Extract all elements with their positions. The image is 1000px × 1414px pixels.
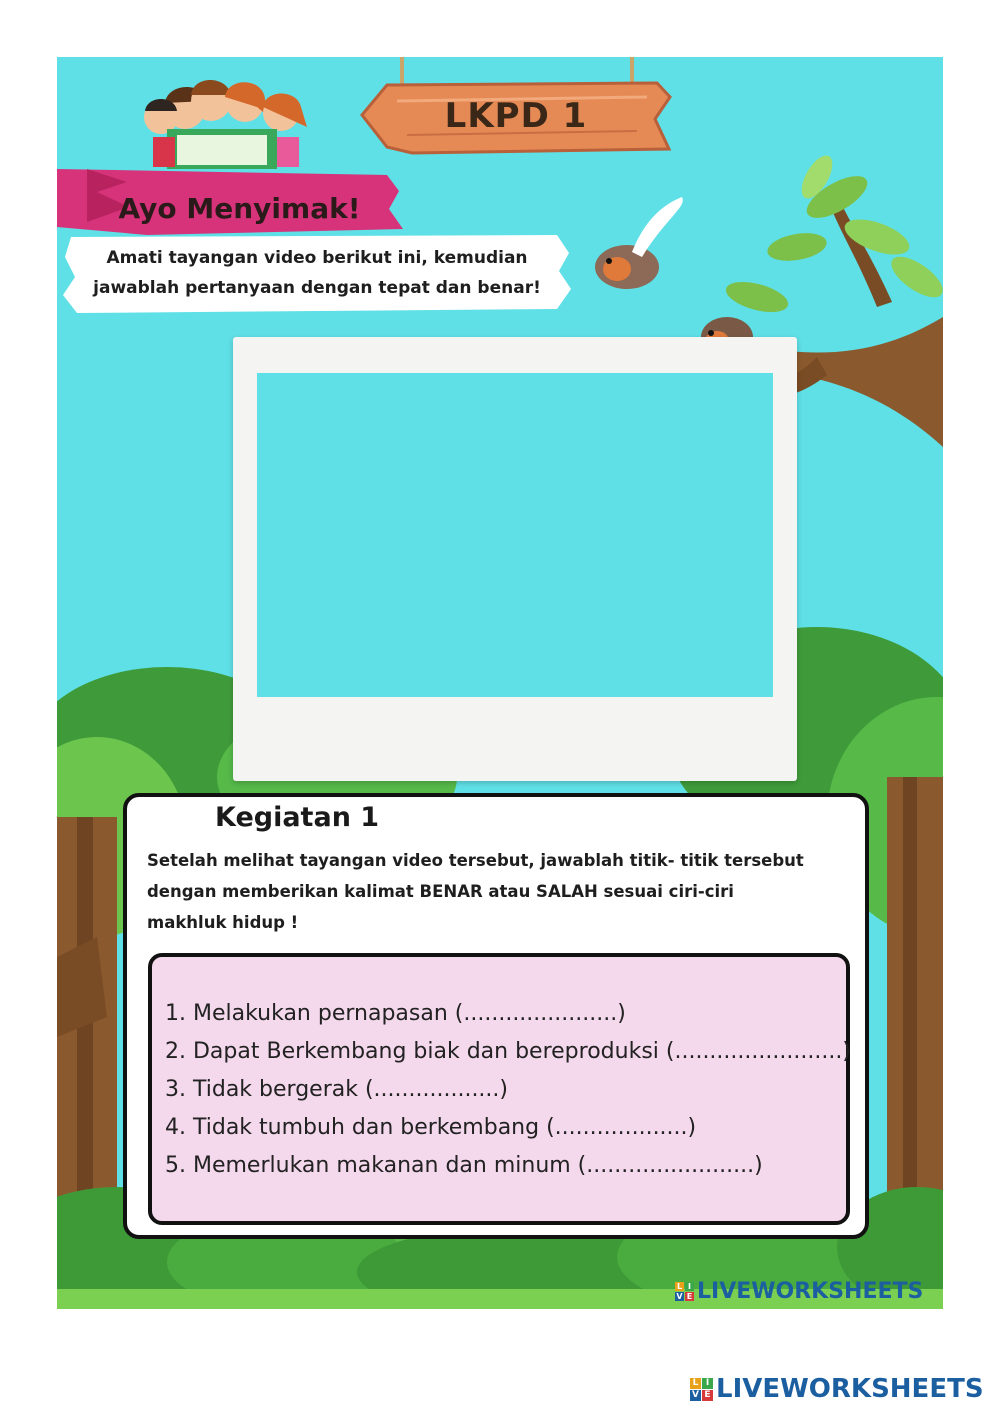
liveworksheets-logo-outer: [690, 1371, 984, 1407]
bird-flying-icon: [595, 197, 683, 289]
liveworksheets-logo-inner: [675, 1275, 923, 1307]
question-list: [165, 995, 851, 1185]
section-title-ayo-menyimak: Ayo Menyimak!: [118, 191, 361, 225]
liveworksheets-text-outer: LIVEWORKSHEETS: [716, 1374, 984, 1404]
question-item-4[interactable]: 4. Tidak tumbuh dan berkembang (...................): [165, 1115, 697, 1140]
instruction-line-1: Amati tayangan video berikut ini, kemudian: [106, 248, 528, 268]
activity-desc-line-3: makhluk hidup !: [147, 913, 299, 932]
activity-desc-line-2: dengan memberikan kalimat BENAR atau SALAH sesuai ciri-ciri: [147, 882, 734, 901]
liveworksheets-mark-icon: L I V E: [676, 1281, 693, 1301]
liveworksheets-mark-icon-outer: L I V E: [690, 1378, 713, 1401]
question-item-2[interactable]: 2. Dapat Berkembang biak dan bereproduksi (........................): [165, 1039, 851, 1064]
activity-description: [147, 845, 857, 938]
kids-reading-icon: [144, 80, 307, 169]
activity-title: Kegiatan 1: [215, 801, 380, 833]
liveworksheets-text-inner: LIVEWORKSHEETS: [697, 1278, 924, 1304]
lkpd-title: LKPD 1: [444, 96, 588, 136]
activity-desc-line-1: Setelah melihat tayangan video tersebut, jawablah titik- titik tersebut: [147, 851, 804, 870]
video-player-area[interactable]: [257, 373, 773, 697]
question-item-5[interactable]: 5. Memerlukan makanan dan minum (........................): [165, 1153, 763, 1178]
question-item-1[interactable]: 1. Melakukan pernapasan (......................): [165, 1001, 626, 1026]
question-item-3[interactable]: 3. Tidak bergerak (..................): [165, 1077, 508, 1102]
worksheet-page: [57, 57, 943, 1309]
video-instruction: [77, 243, 557, 307]
instruction-line-2: jawablah pertanyaan dengan tepat dan benar!: [93, 278, 541, 298]
